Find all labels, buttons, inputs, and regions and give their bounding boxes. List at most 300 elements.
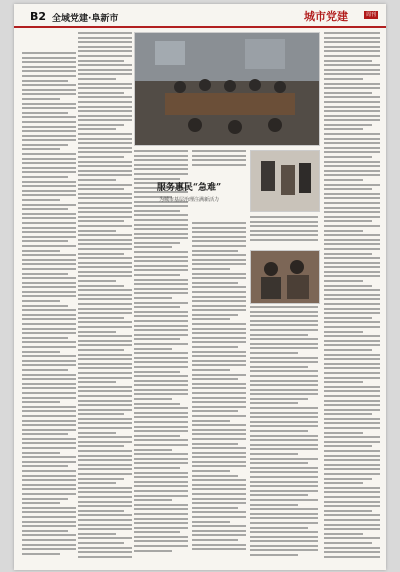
text-line xyxy=(134,159,188,161)
text-line xyxy=(192,415,246,417)
text-line xyxy=(192,268,230,270)
text-line xyxy=(22,222,76,224)
text-line xyxy=(22,530,68,532)
text-line xyxy=(78,110,132,112)
text-line xyxy=(192,305,246,307)
text-line xyxy=(134,389,188,391)
text-line xyxy=(78,537,132,539)
text-line xyxy=(22,415,76,417)
text-line xyxy=(134,150,188,152)
text-line xyxy=(78,455,132,457)
text-line xyxy=(250,504,298,506)
text-line xyxy=(22,217,76,219)
text-line xyxy=(78,542,124,544)
text-line xyxy=(324,174,380,176)
text-line xyxy=(192,525,246,527)
text-line xyxy=(324,211,380,213)
text-line xyxy=(78,514,132,516)
text-line xyxy=(22,162,76,164)
text-line xyxy=(250,439,318,441)
text-line xyxy=(324,524,380,526)
text-line xyxy=(78,197,132,199)
text-line xyxy=(78,400,132,402)
text-line xyxy=(324,312,380,314)
text-line xyxy=(22,553,60,555)
text-line xyxy=(134,246,172,248)
text-line xyxy=(78,354,132,356)
text-line xyxy=(78,243,132,245)
text-line xyxy=(78,528,132,530)
text-line xyxy=(78,395,132,397)
text-line xyxy=(324,556,380,558)
text-line xyxy=(134,366,188,368)
text-line xyxy=(78,55,132,57)
text-line xyxy=(22,484,76,486)
text-line xyxy=(78,547,132,549)
text-line xyxy=(192,378,238,380)
text-line xyxy=(134,343,188,345)
text-line xyxy=(134,449,172,451)
text-line xyxy=(324,230,363,232)
text-line xyxy=(22,98,60,100)
text-line xyxy=(324,386,380,388)
text-line xyxy=(324,216,380,218)
text-line xyxy=(192,383,246,385)
text-line xyxy=(22,103,76,105)
text-line xyxy=(78,501,132,503)
text-line xyxy=(324,165,380,167)
text-line xyxy=(78,202,132,204)
text-line xyxy=(78,32,132,34)
text-line xyxy=(78,418,132,420)
text-line xyxy=(78,46,132,48)
text-line xyxy=(192,341,246,343)
text-line xyxy=(22,259,76,261)
text-line xyxy=(250,513,318,515)
text-line xyxy=(134,508,188,510)
text-line xyxy=(134,458,188,460)
text-line xyxy=(22,52,76,54)
text-line xyxy=(78,119,132,121)
text-line xyxy=(192,254,246,256)
section-title: 全域党建·阜新市 xyxy=(52,14,119,24)
text-line xyxy=(22,204,76,206)
text-line xyxy=(324,473,380,475)
text-line xyxy=(192,250,238,252)
text-line xyxy=(22,397,76,399)
text-line xyxy=(22,461,76,463)
text-line xyxy=(78,312,132,314)
newspaper-page xyxy=(14,4,386,570)
text-line xyxy=(250,554,298,556)
text-line xyxy=(134,260,188,262)
text-line xyxy=(192,273,246,275)
text-line xyxy=(324,46,380,48)
text-line xyxy=(250,527,308,529)
text-line xyxy=(78,519,132,521)
text-line xyxy=(324,482,363,484)
text-line xyxy=(324,184,380,186)
text-line xyxy=(192,521,230,523)
text-line xyxy=(250,398,308,400)
text-line xyxy=(192,286,246,288)
text-line xyxy=(134,274,180,276)
text-line xyxy=(78,115,132,117)
text-line xyxy=(324,551,380,553)
text-line xyxy=(250,329,318,331)
weekly-badge: 周刊 xyxy=(365,12,376,18)
text-line xyxy=(78,303,132,305)
text-line xyxy=(324,510,372,512)
text-line xyxy=(22,351,60,353)
text-line xyxy=(22,130,76,132)
text-line xyxy=(22,511,76,513)
text-line xyxy=(250,430,308,432)
text-line xyxy=(324,179,363,181)
text-line xyxy=(22,66,76,68)
text-line xyxy=(134,329,188,331)
text-line xyxy=(22,208,68,210)
text-line xyxy=(134,338,180,340)
page-number: B2 xyxy=(30,10,47,23)
text-line xyxy=(22,273,68,275)
text-line xyxy=(324,294,380,296)
text-line xyxy=(78,404,132,406)
text-line xyxy=(324,331,363,333)
text-line xyxy=(324,321,380,323)
text-line xyxy=(22,383,76,385)
text-line xyxy=(22,341,76,343)
text-line xyxy=(78,170,132,172)
text-line xyxy=(134,536,188,538)
text-line xyxy=(78,321,132,323)
text-line xyxy=(192,328,246,330)
text-line xyxy=(250,444,318,446)
text-line xyxy=(78,230,116,232)
text-line xyxy=(134,164,188,166)
text-line xyxy=(250,462,308,464)
text-line xyxy=(78,87,132,89)
text-line xyxy=(22,61,76,63)
text-line xyxy=(134,375,188,377)
text-line xyxy=(324,358,380,360)
text-line xyxy=(192,452,246,454)
text-line xyxy=(324,138,380,140)
text-line xyxy=(324,487,380,489)
text-line xyxy=(78,294,132,296)
text-line xyxy=(22,378,76,380)
text-line xyxy=(324,128,363,130)
text-line xyxy=(78,147,132,149)
text-line xyxy=(134,302,188,304)
text-line xyxy=(78,179,116,181)
text-line xyxy=(250,402,298,404)
text-line xyxy=(22,539,76,541)
text-line xyxy=(134,361,188,363)
text-line xyxy=(78,106,132,108)
text-line xyxy=(78,533,116,535)
text-line xyxy=(134,527,188,529)
text-line xyxy=(192,443,238,445)
text-line xyxy=(192,534,246,536)
text-line xyxy=(192,516,246,518)
text-line xyxy=(22,250,60,252)
text-line xyxy=(324,266,380,268)
text-line xyxy=(324,37,380,39)
text-line xyxy=(22,167,76,169)
text-line xyxy=(324,372,380,374)
text-line xyxy=(134,513,188,515)
text-line xyxy=(324,478,372,480)
text-line xyxy=(134,279,188,281)
text-line xyxy=(250,490,318,492)
text-line xyxy=(324,413,372,415)
text-line xyxy=(192,355,246,357)
text-line xyxy=(78,358,132,360)
text-line xyxy=(22,121,76,123)
text-line xyxy=(22,392,76,394)
text-line xyxy=(324,464,380,466)
text-line xyxy=(192,323,246,325)
text-line xyxy=(134,531,180,533)
text-line xyxy=(324,349,372,351)
text-line xyxy=(134,416,188,418)
text-line xyxy=(22,337,68,339)
text-line xyxy=(78,482,116,484)
text-line xyxy=(22,70,76,72)
text-line xyxy=(78,211,132,213)
text-line xyxy=(78,142,132,144)
text-line xyxy=(324,83,380,85)
photo-elderly-visit xyxy=(250,250,320,304)
text-line xyxy=(22,318,76,320)
text-line xyxy=(192,309,246,311)
text-line xyxy=(324,404,380,406)
text-line xyxy=(250,522,318,524)
text-line xyxy=(192,539,238,541)
text-line xyxy=(324,308,380,310)
text-line xyxy=(134,348,172,350)
text-line xyxy=(22,433,68,435)
text-line xyxy=(192,259,246,261)
text-line xyxy=(134,256,188,258)
text-line xyxy=(134,155,188,157)
text-line xyxy=(324,445,372,447)
text-line xyxy=(22,107,76,109)
text-line xyxy=(324,422,380,424)
text-line xyxy=(250,517,318,519)
column-4 xyxy=(192,150,246,170)
text-line xyxy=(324,289,380,291)
text-line xyxy=(324,326,380,328)
text-line xyxy=(78,37,132,39)
feature-title-block xyxy=(134,180,244,216)
text-line xyxy=(324,377,380,379)
text-line xyxy=(22,488,76,490)
text-line xyxy=(250,499,318,501)
text-line xyxy=(78,450,132,452)
text-line xyxy=(134,297,172,299)
text-line xyxy=(134,288,188,290)
text-line xyxy=(22,231,76,233)
text-line xyxy=(192,364,246,366)
text-line xyxy=(324,124,372,126)
text-line xyxy=(324,119,380,121)
text-line xyxy=(250,467,318,469)
text-line xyxy=(250,221,318,223)
text-line xyxy=(192,424,246,426)
text-line xyxy=(22,245,76,247)
text-line xyxy=(324,344,380,346)
text-line xyxy=(22,447,76,449)
text-line xyxy=(78,331,116,333)
text-line xyxy=(192,346,238,348)
text-line xyxy=(192,502,246,504)
column-4b xyxy=(192,222,246,562)
text-line xyxy=(78,188,124,190)
text-line xyxy=(78,445,124,447)
text-line xyxy=(134,315,188,317)
text-line xyxy=(324,533,363,535)
text-line xyxy=(192,236,246,238)
text-line xyxy=(192,401,246,403)
text-line xyxy=(324,285,372,287)
text-line xyxy=(192,429,246,431)
text-line xyxy=(78,556,132,558)
text-line xyxy=(134,540,188,542)
text-line xyxy=(192,318,230,320)
text-line xyxy=(250,315,318,317)
text-line xyxy=(324,275,380,277)
text-line xyxy=(78,161,132,163)
text-line xyxy=(78,78,116,80)
text-line xyxy=(324,151,380,153)
text-line xyxy=(324,519,380,521)
text-line xyxy=(324,32,380,34)
text-line xyxy=(192,314,238,316)
text-line xyxy=(192,150,246,152)
text-line xyxy=(22,190,76,192)
column-6 xyxy=(250,306,318,562)
text-line xyxy=(250,407,318,409)
text-line xyxy=(324,87,380,89)
text-line xyxy=(324,441,380,443)
text-line xyxy=(78,101,132,103)
text-line xyxy=(324,455,380,457)
text-line xyxy=(324,243,380,245)
text-line xyxy=(192,465,246,467)
text-line xyxy=(324,528,380,530)
text-line xyxy=(250,306,318,308)
text-line xyxy=(192,544,246,546)
text-line xyxy=(134,384,188,386)
text-line xyxy=(324,335,380,337)
text-line xyxy=(22,424,76,426)
text-line xyxy=(134,173,188,175)
text-line xyxy=(22,502,60,504)
text-line xyxy=(250,347,318,349)
photo-community-visit xyxy=(250,150,320,212)
text-line xyxy=(78,349,124,351)
text-line xyxy=(78,239,132,241)
text-line xyxy=(134,393,188,395)
text-line xyxy=(134,311,188,313)
text-line xyxy=(250,485,318,487)
text-line xyxy=(134,320,188,322)
text-line xyxy=(78,422,132,424)
text-line xyxy=(134,269,188,271)
text-line xyxy=(250,494,308,496)
text-line xyxy=(324,41,380,43)
text-line xyxy=(22,355,76,357)
text-line xyxy=(22,314,76,316)
text-line xyxy=(78,248,132,250)
text-line xyxy=(324,197,380,199)
text-line xyxy=(192,475,238,477)
text-line xyxy=(324,542,372,544)
text-line xyxy=(78,69,132,71)
text-line xyxy=(324,101,380,103)
text-line xyxy=(22,263,76,265)
text-line xyxy=(134,476,188,478)
text-line xyxy=(324,459,380,461)
text-line xyxy=(324,96,380,98)
text-line xyxy=(134,545,188,547)
text-line xyxy=(324,298,380,300)
text-line xyxy=(22,194,76,196)
text-line xyxy=(22,291,76,293)
text-line xyxy=(22,80,68,82)
text-line xyxy=(22,332,76,334)
text-line xyxy=(78,505,132,507)
text-line xyxy=(22,135,76,137)
text-line xyxy=(78,377,132,379)
text-line xyxy=(78,207,132,209)
column-2 xyxy=(78,32,132,562)
text-line xyxy=(324,133,380,135)
text-line xyxy=(78,174,132,176)
text-line xyxy=(250,540,318,542)
text-line xyxy=(324,340,380,342)
text-line xyxy=(192,245,246,247)
text-line xyxy=(324,161,380,163)
text-line xyxy=(324,537,380,539)
text-line xyxy=(250,453,298,455)
text-line xyxy=(192,461,246,463)
text-line xyxy=(134,485,188,487)
text-line xyxy=(192,351,246,353)
text-line xyxy=(324,468,380,470)
text-line xyxy=(192,397,246,399)
text-line xyxy=(192,511,246,513)
text-line xyxy=(324,220,372,222)
text-line xyxy=(134,334,188,336)
text-line xyxy=(22,479,76,481)
text-line xyxy=(78,225,132,227)
text-line xyxy=(78,64,132,66)
text-line xyxy=(324,271,380,273)
text-line xyxy=(324,505,380,507)
text-line xyxy=(134,306,180,308)
text-line xyxy=(78,427,132,429)
text-line xyxy=(324,106,380,108)
text-line xyxy=(134,412,188,414)
text-line xyxy=(324,409,380,411)
text-line xyxy=(250,366,308,368)
text-line xyxy=(22,516,76,518)
text-line xyxy=(22,493,76,495)
text-line xyxy=(250,536,318,538)
